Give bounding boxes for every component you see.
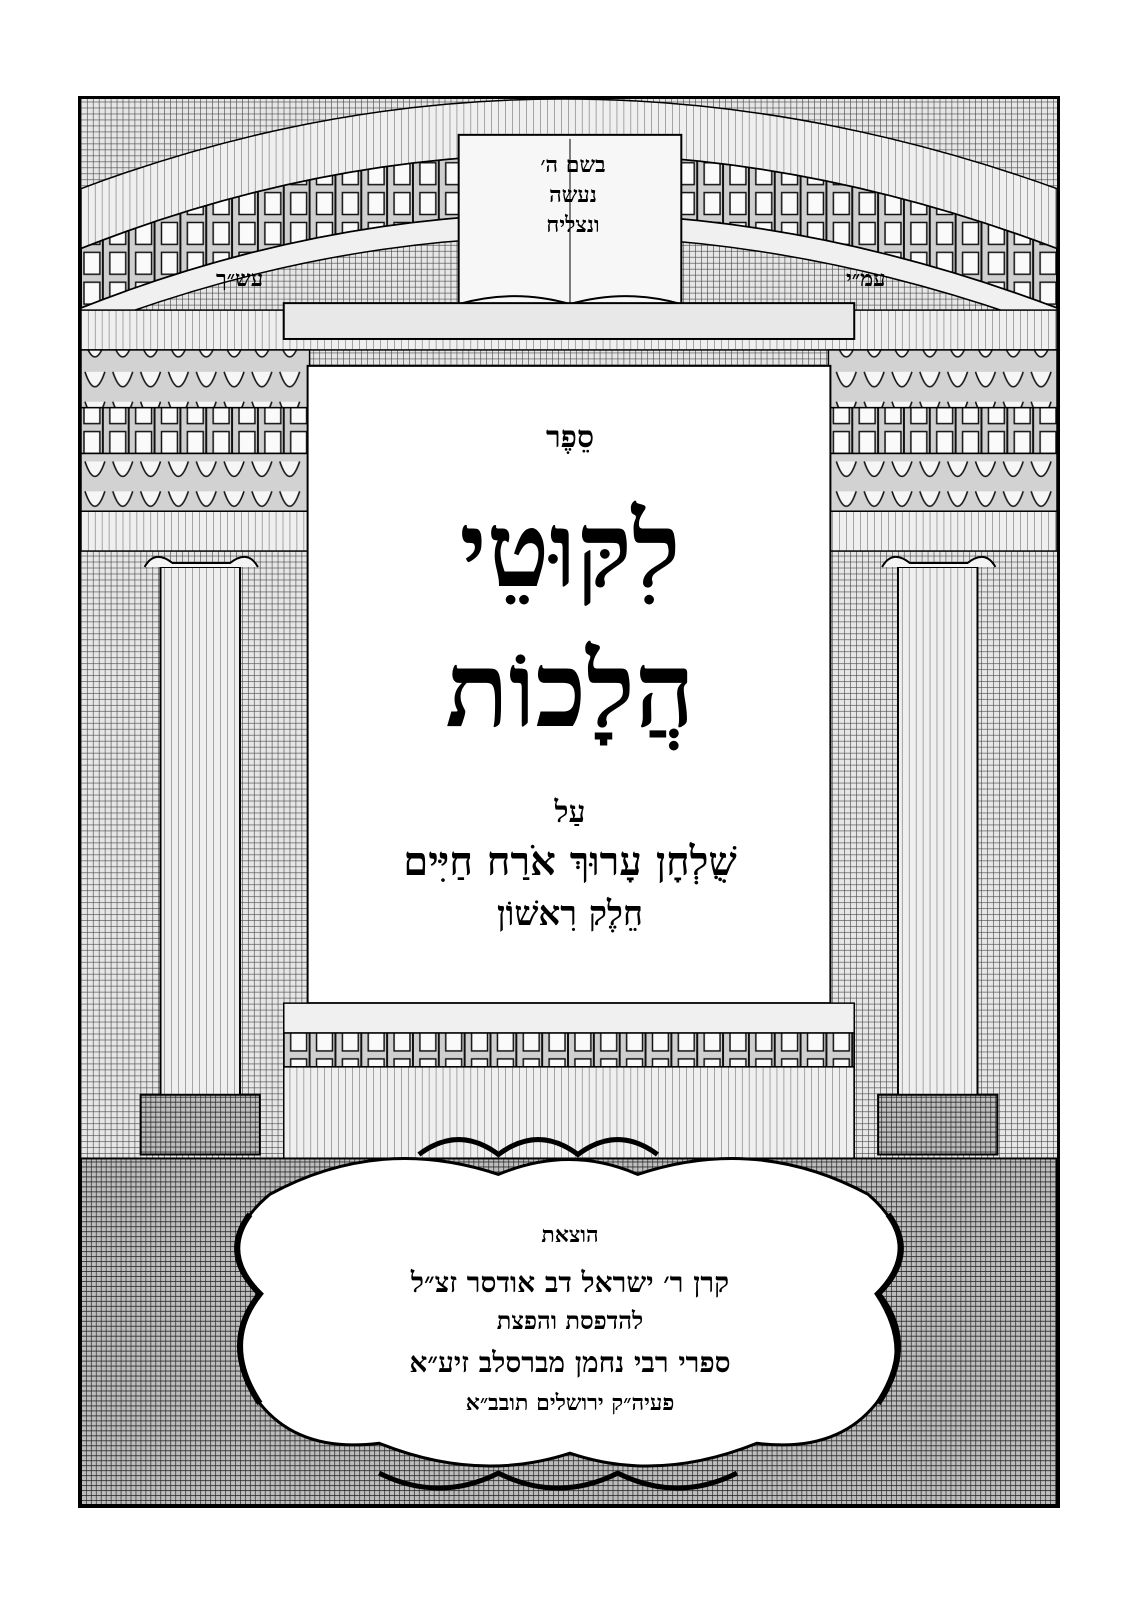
title-shulchan-aruch: שֻׁלְחָן עָרוּךְ אֹרַח חַיִּים: [403, 838, 737, 885]
title-al: עַל: [554, 795, 586, 830]
publisher-place: פעיה״ק ירושלים תובב״א: [465, 1390, 675, 1416]
publisher-purpose: להדפסת והפצת: [496, 1306, 644, 1335]
title-chelek: חֵלֶק רִאשׁוֹן: [496, 894, 644, 934]
publisher-books: ספרי רבי נחמן מברסלב זיע״א: [409, 1346, 731, 1379]
title-likutei: לִקּוּטֵי: [459, 488, 681, 611]
book-line-2: נעשה: [549, 182, 597, 208]
book-line-1: בשם ה׳: [540, 152, 606, 178]
book-inscription: [468, 150, 678, 240]
book-line-3: ונצליח: [546, 212, 600, 238]
title-halachot: הֲלָכוֹת: [445, 628, 695, 751]
publisher-name: קרן ר׳ ישראל דב אודסר זצ״ל: [410, 1266, 730, 1299]
title-sefer: סֵפֶר: [545, 420, 595, 455]
publisher-label: הוצאת: [541, 1222, 599, 1248]
arch-inscription-left: עש״ך: [216, 266, 264, 292]
arch-inscription-right: עמ״י: [846, 266, 886, 292]
